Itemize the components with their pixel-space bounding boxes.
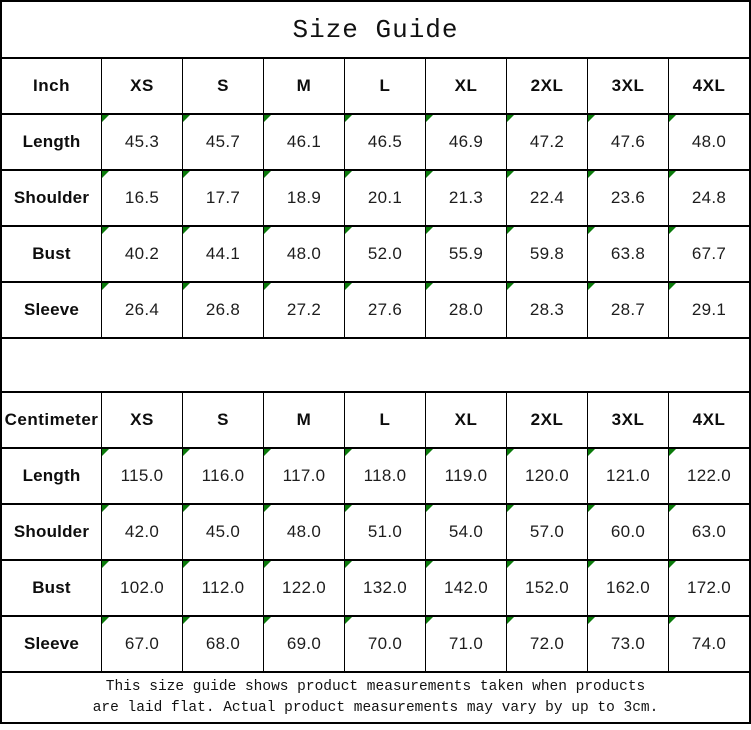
size-header-cell	[425, 59, 506, 113]
size-header-cell	[101, 393, 182, 447]
measurement-value-cell-text: 27.2	[286, 300, 322, 319]
measurement-value-cell	[425, 449, 506, 503]
measurement-value-cell	[101, 449, 182, 503]
cell-corner-marker-icon	[507, 505, 514, 512]
measurement-label-cell-text: Bust	[32, 578, 71, 597]
cell-corner-marker-icon	[588, 115, 595, 122]
size-header-row	[2, 391, 749, 447]
centimeter-size-table	[2, 391, 749, 671]
size-header-cell-text: 3XL	[611, 76, 645, 95]
cell-corner-marker-icon	[507, 617, 514, 624]
cell-corner-marker-icon	[183, 115, 190, 122]
cell-corner-marker-icon	[669, 227, 676, 234]
measurement-value-cell	[425, 505, 506, 559]
size-header-cell-text: XS	[130, 410, 154, 429]
measurement-value-cell-text: 117.0	[282, 466, 326, 485]
cell-corner-marker-icon	[588, 505, 595, 512]
size-header-cell	[344, 59, 425, 113]
measurement-value-cell	[344, 227, 425, 281]
measurement-value-cell-text: 121.0	[605, 466, 651, 485]
measurement-value-cell-text: 70.0	[367, 634, 403, 653]
cell-corner-marker-icon	[507, 227, 514, 234]
measurement-value-cell-text: 42.0	[124, 522, 160, 541]
measurement-value-cell-text: 142.0	[443, 578, 489, 597]
cell-corner-marker-icon	[345, 227, 352, 234]
measurement-value-cell-text: 122.0	[686, 466, 732, 485]
cell-corner-marker-icon	[669, 617, 676, 624]
disclaimer-line-2: are laid flat. Actual product measurements may vary by up to 3cm.	[92, 699, 659, 716]
measurement-value-cell-text: 24.8	[691, 188, 727, 207]
cell-corner-marker-icon	[669, 283, 676, 290]
measurement-label-cell	[2, 115, 101, 169]
measurement-label-cell	[2, 283, 101, 337]
measurement-value-cell	[425, 227, 506, 281]
measurement-value-cell	[344, 115, 425, 169]
measurement-value-cell	[668, 561, 749, 615]
size-header-cell-text: XL	[454, 410, 478, 429]
measurement-value-cell	[506, 561, 587, 615]
measurement-value-cell	[344, 171, 425, 225]
size-header-cell	[263, 59, 344, 113]
measurement-value-cell-text: 26.8	[205, 300, 241, 319]
measurement-row	[2, 281, 749, 337]
measurement-value-cell-text: 69.0	[286, 634, 322, 653]
cell-corner-marker-icon	[345, 115, 352, 122]
measurement-value-cell	[182, 227, 263, 281]
cell-corner-marker-icon	[507, 171, 514, 178]
cell-corner-marker-icon	[426, 617, 433, 624]
measurement-value-cell	[182, 617, 263, 671]
measurement-value-cell-text: 27.6	[367, 300, 403, 319]
measurement-value-cell	[587, 561, 668, 615]
measurement-label-cell	[2, 449, 101, 503]
measurement-value-cell-text: 48.0	[286, 244, 322, 263]
size-header-cell	[263, 393, 344, 447]
cell-corner-marker-icon	[507, 283, 514, 290]
measurement-value-cell-text: 18.9	[286, 188, 322, 207]
measurement-value-cell-text: 72.0	[529, 634, 565, 653]
measurement-value-cell	[182, 505, 263, 559]
cell-corner-marker-icon	[264, 449, 271, 456]
measurement-value-cell-text: 52.0	[367, 244, 403, 263]
measurement-value-cell-text: 59.8	[529, 244, 565, 263]
cell-corner-marker-icon	[264, 171, 271, 178]
size-header-cell-text: L	[379, 410, 391, 429]
measurement-label-cell-text: Shoulder	[13, 522, 90, 541]
cell-corner-marker-icon	[183, 505, 190, 512]
size-header-cell-text: L	[379, 76, 391, 95]
measurement-value-cell-text: 45.3	[124, 132, 160, 151]
measurement-value-cell-text: 46.1	[286, 132, 322, 151]
cell-corner-marker-icon	[345, 283, 352, 290]
cell-corner-marker-icon	[264, 561, 271, 568]
cell-corner-marker-icon	[264, 505, 271, 512]
measurement-value-cell-text: 26.4	[124, 300, 160, 319]
measurement-value-cell-text: 45.0	[205, 522, 241, 541]
measurement-value-cell	[101, 115, 182, 169]
measurement-value-cell	[506, 171, 587, 225]
measurement-value-cell	[263, 227, 344, 281]
measurement-value-cell	[668, 505, 749, 559]
cell-corner-marker-icon	[588, 283, 595, 290]
cell-corner-marker-icon	[183, 449, 190, 456]
measurement-value-cell	[101, 283, 182, 337]
disclaimer-line-1: This size guide shows product measurements taken when products	[105, 678, 646, 695]
measurement-value-cell	[506, 617, 587, 671]
cell-corner-marker-icon	[345, 449, 352, 456]
measurement-label-cell-text: Bust	[32, 244, 71, 263]
measurement-value-cell-text: 132.0	[362, 578, 408, 597]
measurement-value-cell-text: 21.3	[448, 188, 484, 207]
measurement-value-cell-text: 29.1	[691, 300, 727, 319]
measurement-value-cell-text: 20.1	[367, 188, 403, 207]
size-header-cell-text: 4XL	[692, 76, 726, 95]
measurement-value-cell-text: 73.0	[610, 634, 646, 653]
size-header-cell	[182, 393, 263, 447]
unit-header-cell-text: Centimeter	[4, 410, 99, 429]
measurement-label-cell-text: Sleeve	[23, 634, 80, 653]
cell-corner-marker-icon	[183, 171, 190, 178]
measurement-value-cell-text: 68.0	[205, 634, 241, 653]
size-header-cell-text: XL	[454, 76, 478, 95]
measurement-value-cell-text: 48.0	[691, 132, 727, 151]
measurement-value-cell	[182, 561, 263, 615]
cell-corner-marker-icon	[669, 171, 676, 178]
measurement-value-cell-text: 122.0	[281, 578, 327, 597]
measurement-value-cell-text: 55.9	[448, 244, 484, 263]
cell-corner-marker-icon	[183, 283, 190, 290]
size-header-cell	[425, 393, 506, 447]
measurement-value-cell	[101, 561, 182, 615]
size-header-cell	[587, 59, 668, 113]
measurement-value-cell-text: 44.1	[205, 244, 241, 263]
unit-header-cell	[2, 393, 101, 447]
measurement-row	[2, 559, 749, 615]
cell-corner-marker-icon	[588, 449, 595, 456]
measurement-value-cell	[587, 505, 668, 559]
measurement-value-cell	[425, 283, 506, 337]
measurement-value-cell	[263, 505, 344, 559]
cell-corner-marker-icon	[102, 505, 109, 512]
measurement-value-cell	[425, 171, 506, 225]
measurement-label-cell-text: Length	[22, 132, 81, 151]
size-header-cell-text: M	[296, 410, 312, 429]
measurement-value-cell	[101, 227, 182, 281]
cell-corner-marker-icon	[669, 115, 676, 122]
cell-corner-marker-icon	[264, 283, 271, 290]
measurement-label-cell	[2, 561, 101, 615]
measurement-value-cell	[263, 617, 344, 671]
measurement-value-cell	[587, 115, 668, 169]
cell-corner-marker-icon	[345, 171, 352, 178]
size-header-cell	[344, 393, 425, 447]
cell-corner-marker-icon	[426, 449, 433, 456]
measurement-value-cell-text: 71.0	[448, 634, 484, 653]
measurement-value-cell	[344, 449, 425, 503]
cell-corner-marker-icon	[102, 171, 109, 178]
measurement-value-cell	[344, 505, 425, 559]
measurement-value-cell-text: 74.0	[691, 634, 727, 653]
size-header-cell-text: S	[217, 410, 229, 429]
measurement-value-cell-text: 57.0	[529, 522, 565, 541]
size-header-cell	[101, 59, 182, 113]
cell-corner-marker-icon	[426, 561, 433, 568]
measurement-value-cell-text: 46.5	[367, 132, 403, 151]
cell-corner-marker-icon	[183, 617, 190, 624]
measurement-value-cell	[182, 283, 263, 337]
measurement-row	[2, 503, 749, 559]
cell-corner-marker-icon	[426, 283, 433, 290]
cell-corner-marker-icon	[102, 115, 109, 122]
measurement-value-cell	[587, 283, 668, 337]
measurement-value-cell-text: 16.5	[124, 188, 160, 207]
measurement-value-cell	[344, 617, 425, 671]
measurement-value-cell	[263, 283, 344, 337]
cell-corner-marker-icon	[264, 617, 271, 624]
measurement-row	[2, 113, 749, 169]
measurement-value-cell	[182, 115, 263, 169]
measurement-value-cell-text: 118.0	[363, 466, 407, 485]
size-header-cell	[668, 59, 749, 113]
cell-corner-marker-icon	[183, 227, 190, 234]
measurement-value-cell	[668, 227, 749, 281]
cell-corner-marker-icon	[507, 449, 514, 456]
measurement-value-cell-text: 115.0	[120, 466, 164, 485]
measurement-value-cell	[506, 283, 587, 337]
measurement-value-cell-text: 47.2	[529, 132, 565, 151]
size-header-cell	[668, 393, 749, 447]
cell-corner-marker-icon	[669, 561, 676, 568]
cell-corner-marker-icon	[507, 561, 514, 568]
cell-corner-marker-icon	[102, 283, 109, 290]
measurement-value-cell	[263, 561, 344, 615]
measurement-label-cell-text: Length	[22, 466, 81, 485]
cell-corner-marker-icon	[426, 505, 433, 512]
measurement-label-cell	[2, 171, 101, 225]
measurement-label-cell	[2, 227, 101, 281]
measurement-value-cell	[506, 115, 587, 169]
size-header-cell	[587, 393, 668, 447]
measurement-value-cell-text: 23.6	[610, 188, 646, 207]
size-header-cell-text: 4XL	[692, 410, 726, 429]
measurement-value-cell	[101, 617, 182, 671]
cell-corner-marker-icon	[507, 115, 514, 122]
measurement-value-cell-text: 112.0	[201, 578, 245, 597]
measurement-value-cell	[587, 171, 668, 225]
size-header-cell	[506, 393, 587, 447]
size-header-cell-text: 2XL	[530, 76, 564, 95]
size-header-cell-text: M	[296, 76, 312, 95]
measurement-value-cell-text: 46.9	[448, 132, 484, 151]
measurement-value-cell-text: 116.0	[201, 466, 245, 485]
measurement-value-cell-text: 119.0	[444, 466, 488, 485]
page-title: Size Guide	[292, 14, 459, 45]
measurement-value-cell	[668, 171, 749, 225]
measurement-label-cell-text: Shoulder	[13, 188, 90, 207]
measurement-value-cell-text: 120.0	[524, 466, 570, 485]
measurement-value-cell-text: 47.6	[610, 132, 646, 151]
size-header-cell-text: 2XL	[530, 410, 564, 429]
cell-corner-marker-icon	[588, 171, 595, 178]
measurement-value-cell	[344, 283, 425, 337]
cell-corner-marker-icon	[102, 617, 109, 624]
measurement-row	[2, 447, 749, 503]
measurement-row	[2, 225, 749, 281]
measurement-value-cell-text: 172.0	[686, 578, 732, 597]
measurement-value-cell	[182, 171, 263, 225]
measurement-value-cell-text: 28.0	[448, 300, 484, 319]
cell-corner-marker-icon	[669, 449, 676, 456]
cell-corner-marker-icon	[588, 617, 595, 624]
measurement-value-cell	[668, 115, 749, 169]
size-header-cell-text: S	[217, 76, 229, 95]
unit-header-cell-text: Inch	[33, 76, 70, 95]
measurement-value-cell	[101, 171, 182, 225]
measurement-value-cell-text: 54.0	[448, 522, 484, 541]
cell-corner-marker-icon	[588, 227, 595, 234]
size-header-row	[2, 57, 749, 113]
measurement-value-cell	[506, 449, 587, 503]
measurement-value-cell-text: 28.3	[529, 300, 565, 319]
cell-corner-marker-icon	[669, 505, 676, 512]
measurement-label-cell	[2, 617, 101, 671]
measurement-label-cell-text: Sleeve	[23, 300, 80, 319]
cell-corner-marker-icon	[426, 227, 433, 234]
measurement-value-cell	[425, 115, 506, 169]
measurement-value-cell	[668, 283, 749, 337]
cell-corner-marker-icon	[102, 561, 109, 568]
table-spacer-row	[2, 337, 749, 391]
size-header-cell-text: 3XL	[611, 410, 645, 429]
measurement-value-cell-text: 67.7	[691, 244, 727, 263]
measurement-value-cell	[101, 505, 182, 559]
measurement-value-cell-text: 60.0	[610, 522, 646, 541]
cell-corner-marker-icon	[345, 617, 352, 624]
measurement-value-cell	[182, 449, 263, 503]
measurement-value-cell-text: 51.0	[367, 522, 403, 541]
measurement-disclaimer	[2, 671, 749, 722]
cell-corner-marker-icon	[264, 227, 271, 234]
measurement-value-cell	[425, 617, 506, 671]
measurement-value-cell	[263, 171, 344, 225]
measurement-value-cell	[425, 561, 506, 615]
cell-corner-marker-icon	[345, 505, 352, 512]
inch-size-table	[2, 57, 749, 337]
measurement-value-cell-text: 67.0	[124, 634, 160, 653]
measurement-label-cell	[2, 505, 101, 559]
cell-corner-marker-icon	[426, 171, 433, 178]
cell-corner-marker-icon	[426, 115, 433, 122]
measurement-value-cell	[263, 115, 344, 169]
measurement-value-cell-text: 45.7	[205, 132, 241, 151]
measurement-value-cell-text: 63.0	[691, 522, 727, 541]
cell-corner-marker-icon	[345, 561, 352, 568]
measurement-value-cell-text: 63.8	[610, 244, 646, 263]
measurement-value-cell-text: 152.0	[524, 578, 570, 597]
measurement-value-cell-text: 40.2	[124, 244, 160, 263]
measurement-value-cell-text: 48.0	[286, 522, 322, 541]
measurement-value-cell-text: 102.0	[119, 578, 165, 597]
measurement-value-cell	[587, 227, 668, 281]
measurement-value-cell	[668, 449, 749, 503]
cell-corner-marker-icon	[183, 561, 190, 568]
cell-corner-marker-icon	[264, 115, 271, 122]
measurement-value-cell-text: 162.0	[605, 578, 651, 597]
measurement-value-cell	[506, 505, 587, 559]
measurement-value-cell-text: 28.7	[610, 300, 646, 319]
measurement-value-cell	[506, 227, 587, 281]
measurement-row	[2, 169, 749, 225]
cell-corner-marker-icon	[102, 227, 109, 234]
measurement-value-cell-text: 22.4	[529, 188, 565, 207]
size-header-cell	[182, 59, 263, 113]
measurement-value-cell	[668, 617, 749, 671]
cell-corner-marker-icon	[588, 561, 595, 568]
measurement-value-cell	[263, 449, 344, 503]
measurement-value-cell	[344, 561, 425, 615]
cell-corner-marker-icon	[102, 449, 109, 456]
size-header-cell	[506, 59, 587, 113]
measurement-value-cell	[587, 449, 668, 503]
measurement-value-cell	[587, 617, 668, 671]
measurement-value-cell-text: 17.7	[205, 188, 241, 207]
size-header-cell-text: XS	[130, 76, 154, 95]
measurement-row	[2, 615, 749, 671]
unit-header-cell	[2, 59, 101, 113]
